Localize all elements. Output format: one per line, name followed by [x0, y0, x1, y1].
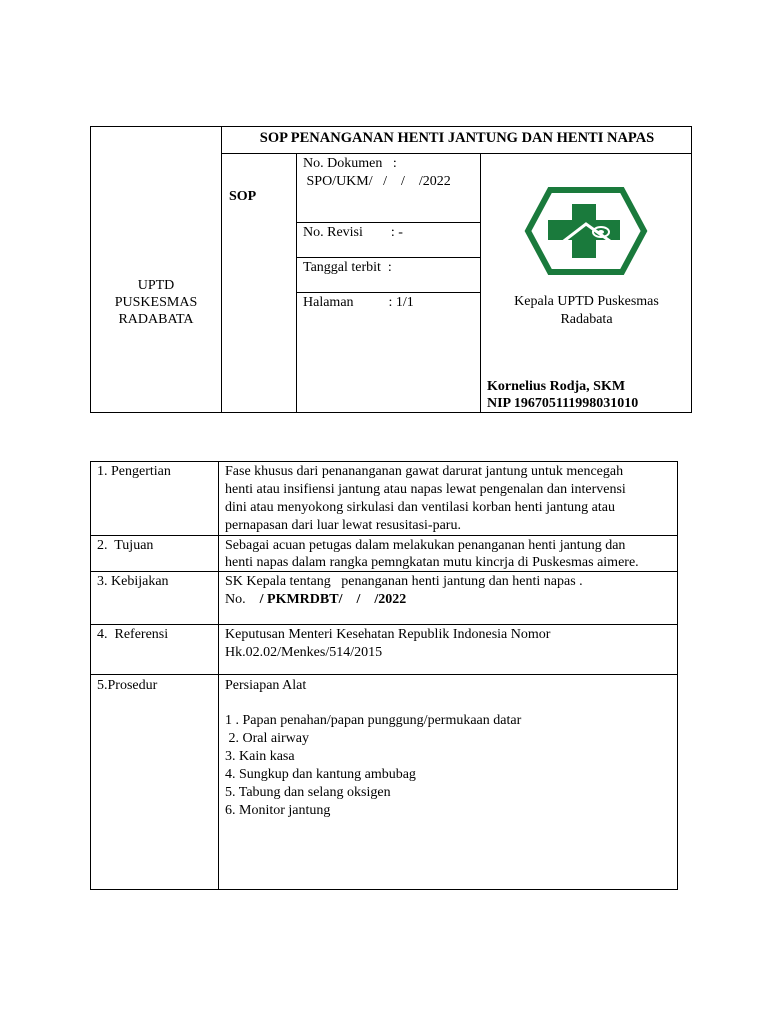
- tujuan-line-1: Sebagai acuan petugas dalam melakukan penanganan henti jantung dan: [225, 538, 626, 553]
- doc-number-label: No. Dokumen :: [303, 156, 397, 171]
- page-number: Halaman : 1/1: [303, 295, 414, 310]
- prosedur-item-3: 3. Kain kasa: [225, 749, 295, 764]
- org-line-1: UPTD: [137, 278, 175, 293]
- issue-date: Tanggal terbit :: [303, 260, 392, 275]
- kebijakan-line-1: SK Kepala tentang penanganan henti jantung dan henti napas .: [225, 574, 583, 589]
- row-label-referensi: 4. Referensi: [97, 627, 169, 642]
- sop-label: SOP: [229, 189, 257, 204]
- kebijakan-sk-number: / PKMRDBT/ / /2022: [259, 592, 407, 607]
- row-label-tujuan: 2. Tujuan: [97, 538, 154, 553]
- doc-number-value: SPO/UKM/ / / /2022: [303, 174, 451, 189]
- header-row-divider-1: [296, 222, 480, 223]
- prosedur-item-6: 6. Monitor jantung: [225, 803, 331, 818]
- referensi-line-2: Hk.02.02/Menkes/514/2015: [225, 645, 383, 660]
- pengertian-line-3: dini atau menyokong sirkulasi dan ventilasi korban henti jantung atau: [225, 500, 615, 515]
- row-label-kebijakan: 3. Kebijakan: [97, 574, 169, 589]
- puskesmas-logo: [524, 186, 648, 276]
- body-row-divider-1: [90, 535, 678, 536]
- referensi-line-1: Keputusan Menteri Kesehatan Republik Indonesia Nomor: [225, 627, 551, 642]
- pengertian-line-2: henti atau insifiensi jantung atau napas lewat pengenalan dan intervensi: [225, 482, 626, 497]
- kebijakan-no-prefix: No.: [225, 592, 260, 607]
- header-divider-3: [480, 153, 481, 413]
- header-row-divider-3: [296, 292, 480, 293]
- body-column-divider: [218, 461, 219, 890]
- signer-name: Kornelius Rodja, SKM: [487, 379, 626, 394]
- prosedur-item-1: 1 . Papan penahan/papan punggung/permukaan datar: [225, 713, 522, 728]
- revision-number: No. Revisi : -: [303, 225, 403, 240]
- signer-title-line-1: Kepala UPTD Puskesmas: [514, 294, 659, 309]
- prosedur-item-4: 4. Sungkup dan kantung ambubag: [225, 767, 416, 782]
- header-title-divider: [221, 153, 692, 154]
- body-row-divider-3: [90, 624, 678, 625]
- header-divider-1: [221, 126, 222, 413]
- signer-nip: NIP 196705111998031010: [487, 396, 639, 411]
- kebijakan-line-2: [225, 591, 406, 609]
- sop-title: SOP PENANGANAN HENTI JANTUNG DAN HENTI NAPAS: [259, 130, 655, 146]
- org-line-2: PUSKESMAS: [114, 295, 198, 310]
- row-label-pengertian: 1. Pengertian: [97, 464, 171, 479]
- body-row-divider-4: [90, 674, 678, 675]
- header-row-divider-2: [296, 257, 480, 258]
- pengertian-line-4: pernapasan dari luar lewat resusitasi-paru.: [225, 518, 461, 533]
- row-label-prosedur: 5.Prosedur: [97, 678, 158, 693]
- prosedur-item-5: 5. Tabung dan selang oksigen: [225, 785, 391, 800]
- pengertian-line-1: Fase khusus dari penananganan gawat darurat jantung untuk mencegah: [225, 464, 624, 479]
- header-divider-2: [296, 153, 297, 413]
- signer-title-line-2: Radabata: [560, 312, 613, 327]
- prosedur-item-2: 2. Oral airway: [225, 731, 309, 746]
- org-line-3: RADABATA: [118, 312, 194, 327]
- prosedur-heading: Persiapan Alat: [225, 678, 307, 693]
- tujuan-line-2: henti napas dalam rangka pemngkatan mutu kincrja di Puskesmas aimere.: [225, 555, 639, 570]
